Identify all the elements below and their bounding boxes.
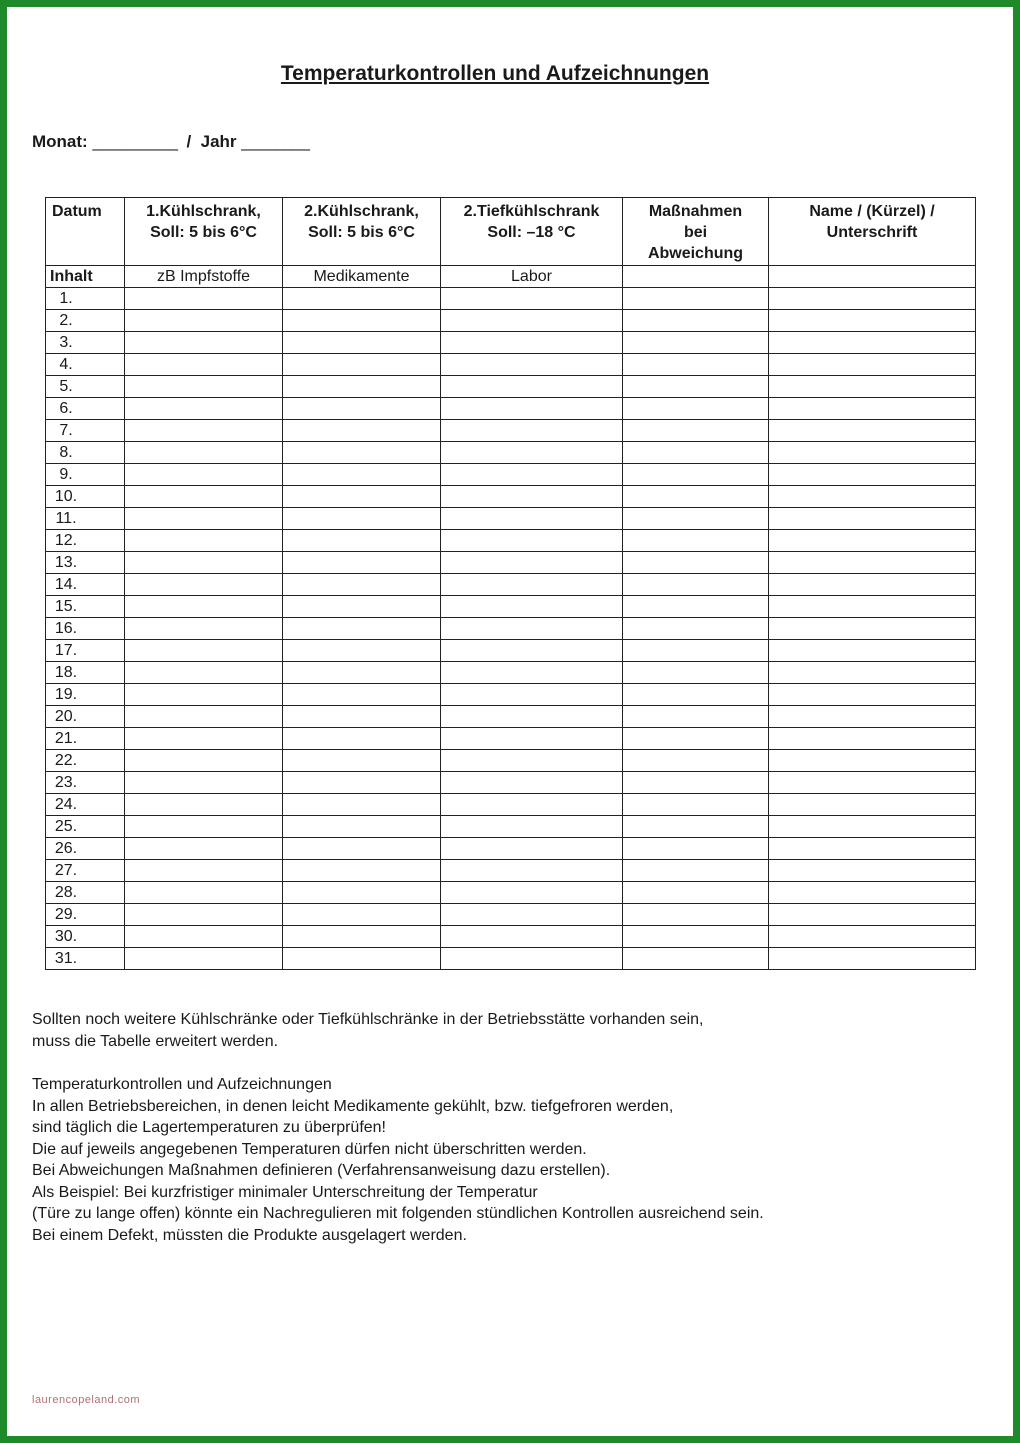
notes	[32, 1009, 764, 1246]
entry-cell[interactable]	[283, 354, 441, 376]
jahr-blank: ________	[241, 132, 309, 151]
page-title: Temperaturkontrollen und Aufzeichnungen	[280, 62, 710, 85]
table-row	[46, 508, 976, 530]
day-label: 4.	[46, 354, 125, 376]
header-line: Soll: –18 °C	[487, 224, 576, 241]
entry-cell[interactable]	[623, 618, 769, 640]
entry-cell[interactable]	[441, 662, 623, 684]
entry-cell[interactable]	[769, 508, 976, 530]
entry-cell[interactable]	[769, 706, 976, 728]
table-row	[46, 948, 976, 970]
entry-cell[interactable]	[769, 904, 976, 926]
table-row	[46, 860, 976, 882]
table-row	[46, 882, 976, 904]
entry-cell[interactable]	[623, 310, 769, 332]
table-row	[46, 354, 976, 376]
entry-cell[interactable]	[283, 332, 441, 354]
entry-cell[interactable]	[125, 794, 283, 816]
entry-cell[interactable]	[283, 882, 441, 904]
entry-cell[interactable]	[623, 772, 769, 794]
table-row	[46, 596, 976, 618]
header-line: Maßnahmen	[648, 203, 743, 220]
table-row	[46, 376, 976, 398]
entry-cell[interactable]	[125, 420, 283, 442]
header-kuehlschrank-2	[283, 198, 441, 266]
header-massnahmen	[623, 198, 769, 266]
table-row	[46, 904, 976, 926]
inhalt-row	[46, 266, 976, 288]
table-row	[46, 838, 976, 860]
entry-cell[interactable]	[623, 332, 769, 354]
entry-cell[interactable]	[283, 618, 441, 640]
table-row	[46, 794, 976, 816]
day-label: 12.	[46, 530, 125, 552]
entry-cell[interactable]	[125, 508, 283, 530]
entry-cell[interactable]	[769, 596, 976, 618]
day-label: 31.	[46, 948, 125, 970]
header-line: 2.Kühlschrank,	[304, 203, 419, 220]
entry-cell[interactable]	[769, 398, 976, 420]
day-label: 8.	[46, 442, 125, 464]
entry-cell[interactable]	[283, 530, 441, 552]
entry-cell[interactable]	[125, 640, 283, 662]
day-label: 22.	[46, 750, 125, 772]
entry-cell[interactable]	[623, 794, 769, 816]
header-lines	[283, 201, 440, 243]
day-label: 26.	[46, 838, 125, 860]
entry-cell[interactable]	[441, 596, 623, 618]
entry-cell[interactable]	[125, 728, 283, 750]
day-label: 11.	[46, 508, 125, 530]
entry-cell[interactable]	[769, 882, 976, 904]
entry-cell[interactable]	[769, 794, 976, 816]
entry-cell[interactable]	[283, 772, 441, 794]
entry-cell[interactable]	[283, 640, 441, 662]
day-label: 9.	[46, 464, 125, 486]
entry-cell[interactable]	[769, 684, 976, 706]
inhalt-cell[interactable]: Labor	[441, 266, 623, 288]
entry-cell[interactable]	[623, 486, 769, 508]
header-line: Unterschrift	[826, 224, 918, 241]
monat-blank: __________	[92, 132, 177, 151]
day-label: 19.	[46, 684, 125, 706]
day-label: 23.	[46, 772, 125, 794]
header-line: Abweichung	[647, 245, 744, 262]
entry-cell[interactable]	[623, 882, 769, 904]
entry-cell[interactable]	[125, 288, 283, 310]
table-row	[46, 530, 976, 552]
day-label: 16.	[46, 618, 125, 640]
day-label: 20.	[46, 706, 125, 728]
entry-cell[interactable]	[283, 926, 441, 948]
entry-cell[interactable]	[623, 706, 769, 728]
table-row	[46, 772, 976, 794]
entry-cell[interactable]	[769, 530, 976, 552]
day-label: 25.	[46, 816, 125, 838]
entry-cell[interactable]	[125, 860, 283, 882]
entry-cell[interactable]	[125, 706, 283, 728]
entry-cell[interactable]	[283, 948, 441, 970]
day-label: 7.	[46, 420, 125, 442]
entry-cell[interactable]	[623, 442, 769, 464]
temperature-log-table	[45, 197, 976, 970]
entry-cell[interactable]	[769, 838, 976, 860]
header-datum	[46, 198, 125, 266]
entry-cell[interactable]	[441, 882, 623, 904]
inhalt-label: Inhalt	[46, 266, 125, 288]
day-label: 2.	[46, 310, 125, 332]
inhalt-cell[interactable]: zB Impfstoffe	[125, 266, 283, 288]
note-line: Als Beispiel: Bei kurzfristiger minimaler Unterschreitung der Temperatur	[32, 1183, 538, 1201]
entry-cell[interactable]	[623, 420, 769, 442]
inhalt-cell[interactable]	[623, 266, 769, 288]
day-label: 14.	[46, 574, 125, 596]
entry-cell[interactable]	[769, 618, 976, 640]
entry-cell[interactable]	[283, 794, 441, 816]
header-row	[46, 198, 976, 266]
entry-cell[interactable]	[125, 354, 283, 376]
entry-cell[interactable]	[769, 552, 976, 574]
note-line: Die auf jeweils angegebenen Temperaturen dürfen nicht überschritten werden.	[32, 1140, 587, 1158]
entry-cell[interactable]	[769, 662, 976, 684]
table-row	[46, 288, 976, 310]
entry-cell[interactable]	[441, 838, 623, 860]
entry-cell[interactable]	[283, 574, 441, 596]
table-row	[46, 420, 976, 442]
note-line: In allen Betriebsbereichen, in denen leicht Medikamente gekühlt, bzw. tiefgefroren werden,	[32, 1097, 674, 1115]
header-lines	[46, 201, 124, 222]
header-line: bei	[683, 224, 708, 241]
jahr-label: Jahr	[200, 132, 237, 151]
entry-cell[interactable]	[283, 420, 441, 442]
entry-cell[interactable]	[283, 904, 441, 926]
entry-cell[interactable]	[283, 662, 441, 684]
entry-cell[interactable]	[125, 310, 283, 332]
entry-cell[interactable]	[769, 926, 976, 948]
entry-cell[interactable]	[623, 596, 769, 618]
entry-cell[interactable]	[441, 376, 623, 398]
header-kuehlschrank-1	[125, 198, 283, 266]
entry-cell[interactable]	[125, 332, 283, 354]
entry-cell[interactable]	[769, 816, 976, 838]
entry-cell[interactable]	[441, 640, 623, 662]
entry-cell[interactable]	[623, 750, 769, 772]
entry-cell[interactable]	[125, 376, 283, 398]
header-unterschrift	[769, 198, 976, 266]
monat-label: Monat:	[32, 132, 88, 151]
entry-cell[interactable]	[623, 948, 769, 970]
entry-cell[interactable]	[441, 354, 623, 376]
entry-cell[interactable]	[125, 398, 283, 420]
day-label: 1.	[46, 288, 125, 310]
header-tiefkuehlschrank	[441, 198, 623, 266]
entry-cell[interactable]	[623, 376, 769, 398]
note-line: Bei einem Defekt, müssten die Produkte ausgelagert werden.	[32, 1226, 467, 1244]
entry-cell[interactable]	[283, 310, 441, 332]
entry-cell[interactable]	[125, 948, 283, 970]
entry-cell[interactable]	[441, 750, 623, 772]
entry-cell[interactable]	[441, 442, 623, 464]
entry-cell[interactable]	[283, 442, 441, 464]
table-row	[46, 706, 976, 728]
entry-cell[interactable]	[441, 464, 623, 486]
entry-cell[interactable]	[623, 662, 769, 684]
entry-cell[interactable]	[283, 728, 441, 750]
entry-cell[interactable]	[623, 552, 769, 574]
table-row	[46, 552, 976, 574]
entry-cell[interactable]	[623, 728, 769, 750]
entry-cell[interactable]	[769, 750, 976, 772]
entry-cell[interactable]	[441, 574, 623, 596]
entry-cell[interactable]	[125, 772, 283, 794]
entry-cell[interactable]	[125, 684, 283, 706]
entry-cell[interactable]	[441, 508, 623, 530]
entry-cell[interactable]	[441, 860, 623, 882]
entry-cell[interactable]	[125, 662, 283, 684]
table-row	[46, 926, 976, 948]
paragraph-gap	[32, 1052, 764, 1074]
entry-cell[interactable]	[769, 310, 976, 332]
day-label: 17.	[46, 640, 125, 662]
note-line: muss die Tabelle erweitert werden.	[32, 1032, 279, 1050]
entry-cell[interactable]	[125, 750, 283, 772]
entry-cell[interactable]	[769, 772, 976, 794]
entry-cell[interactable]	[283, 860, 441, 882]
entry-cell[interactable]	[623, 816, 769, 838]
entry-cell[interactable]	[125, 574, 283, 596]
table-row	[46, 332, 976, 354]
entry-cell[interactable]	[769, 728, 976, 750]
entry-cell[interactable]	[441, 706, 623, 728]
day-label: 21.	[46, 728, 125, 750]
entry-cell[interactable]	[283, 376, 441, 398]
watermark: laurencopeland.com	[32, 1394, 141, 1406]
entry-cell[interactable]	[283, 816, 441, 838]
note-line: Sollten noch weitere Kühlschränke oder Tiefkühlschränke in der Betriebsstätte vorhanden sein,	[32, 1011, 704, 1028]
entry-cell[interactable]	[441, 332, 623, 354]
table-row	[46, 442, 976, 464]
entry-cell[interactable]	[623, 860, 769, 882]
entry-cell[interactable]	[623, 640, 769, 662]
note-line: (Türe zu lange offen) könnte ein Nachregulieren mit folgenden stündlichen Kontrollen ausreichend sein.	[32, 1205, 764, 1222]
entry-cell[interactable]	[623, 684, 769, 706]
entry-cell[interactable]	[441, 398, 623, 420]
entry-cell[interactable]	[283, 596, 441, 618]
entry-cell[interactable]	[283, 486, 441, 508]
entry-cell[interactable]	[283, 684, 441, 706]
header-line: 2.Tiefkühlschrank	[463, 203, 600, 220]
table-row	[46, 728, 976, 750]
entry-cell[interactable]	[623, 926, 769, 948]
entry-cell[interactable]	[125, 904, 283, 926]
header-lines	[623, 201, 768, 264]
table-row	[46, 398, 976, 420]
entry-cell[interactable]	[125, 596, 283, 618]
entry-cell[interactable]	[125, 530, 283, 552]
entry-cell[interactable]	[441, 926, 623, 948]
entry-cell[interactable]	[125, 464, 283, 486]
table-row	[46, 684, 976, 706]
entry-cell[interactable]	[441, 552, 623, 574]
day-label: 3.	[46, 332, 125, 354]
month-year-line	[32, 132, 309, 152]
note-line: Bei Abweichungen Maßnahmen definieren (Verfahrensanweisung dazu erstellen).	[32, 1162, 611, 1179]
day-label: 24.	[46, 794, 125, 816]
entry-cell[interactable]	[441, 816, 623, 838]
entry-cell[interactable]	[441, 904, 623, 926]
entry-cell[interactable]	[769, 948, 976, 970]
header-lines	[769, 201, 975, 243]
entry-cell[interactable]	[769, 640, 976, 662]
day-label: 27.	[46, 860, 125, 882]
table-row	[46, 618, 976, 640]
table-row	[46, 640, 976, 662]
header-line: Soll: 5 bis 6°C	[150, 224, 257, 241]
entry-cell[interactable]	[769, 442, 976, 464]
entry-cell[interactable]	[769, 288, 976, 310]
inhalt-cell[interactable]	[769, 266, 976, 288]
table-row	[46, 662, 976, 684]
day-label: 15.	[46, 596, 125, 618]
header-line: Datum	[52, 203, 102, 220]
entry-cell[interactable]	[623, 838, 769, 860]
day-label: 30.	[46, 926, 125, 948]
day-label: 28.	[46, 882, 125, 904]
table-row	[46, 816, 976, 838]
entry-cell[interactable]	[441, 618, 623, 640]
entry-cell[interactable]	[125, 442, 283, 464]
entry-cell[interactable]	[283, 508, 441, 530]
note-line: Temperaturkontrollen und Aufzeichnungen	[32, 1076, 332, 1093]
entry-cell[interactable]	[623, 508, 769, 530]
day-label: 13.	[46, 552, 125, 574]
header-line: 1.Kühlschrank,	[146, 203, 261, 220]
entry-cell[interactable]	[283, 750, 441, 772]
header-line: Soll: 5 bis 6°C	[308, 224, 415, 241]
entry-cell[interactable]	[441, 420, 623, 442]
entry-cell[interactable]	[283, 288, 441, 310]
day-label: 18.	[46, 662, 125, 684]
day-label: 6.	[46, 398, 125, 420]
entry-cell[interactable]	[441, 948, 623, 970]
entry-cell[interactable]	[125, 882, 283, 904]
day-label: 5.	[46, 376, 125, 398]
table-row	[46, 486, 976, 508]
entry-cell[interactable]	[623, 530, 769, 552]
entry-cell[interactable]	[283, 838, 441, 860]
separator: /	[186, 132, 192, 151]
entry-cell[interactable]	[769, 354, 976, 376]
entry-cell[interactable]	[441, 794, 623, 816]
entry-cell[interactable]	[283, 706, 441, 728]
entry-cell[interactable]	[441, 772, 623, 794]
entry-cell[interactable]	[623, 288, 769, 310]
entry-cell[interactable]	[441, 530, 623, 552]
entry-cell[interactable]	[623, 354, 769, 376]
entry-cell[interactable]	[125, 838, 283, 860]
entry-cell[interactable]	[283, 398, 441, 420]
entry-cell[interactable]	[769, 332, 976, 354]
entry-cell[interactable]	[441, 486, 623, 508]
entry-cell[interactable]	[769, 860, 976, 882]
entry-cell[interactable]	[441, 288, 623, 310]
entry-cell[interactable]	[769, 486, 976, 508]
entry-cell[interactable]	[125, 816, 283, 838]
entry-cell[interactable]	[125, 486, 283, 508]
header-lines	[441, 201, 622, 243]
header-line: Name / (Kürzel) /	[809, 203, 935, 220]
entry-cell[interactable]	[623, 574, 769, 596]
entry-cell[interactable]	[769, 376, 976, 398]
table-row	[46, 464, 976, 486]
day-label: 10.	[46, 486, 125, 508]
table-row	[46, 574, 976, 596]
header-lines	[125, 201, 282, 243]
entry-cell[interactable]	[441, 310, 623, 332]
entry-cell[interactable]	[283, 552, 441, 574]
entry-cell[interactable]	[441, 728, 623, 750]
entry-cell[interactable]	[623, 904, 769, 926]
day-label: 29.	[46, 904, 125, 926]
entry-cell[interactable]	[769, 574, 976, 596]
inhalt-cell[interactable]: Medikamente	[283, 266, 441, 288]
entry-cell[interactable]	[623, 464, 769, 486]
entry-cell[interactable]	[623, 398, 769, 420]
table-row	[46, 310, 976, 332]
entry-cell[interactable]	[125, 552, 283, 574]
entry-cell[interactable]	[769, 420, 976, 442]
entry-cell[interactable]	[441, 684, 623, 706]
entry-cell[interactable]	[125, 926, 283, 948]
note-line: sind täglich die Lagertemperaturen zu überprüfen!	[32, 1119, 386, 1136]
entry-cell[interactable]	[283, 464, 441, 486]
table-row	[46, 750, 976, 772]
entry-cell[interactable]	[125, 618, 283, 640]
entry-cell[interactable]	[769, 464, 976, 486]
